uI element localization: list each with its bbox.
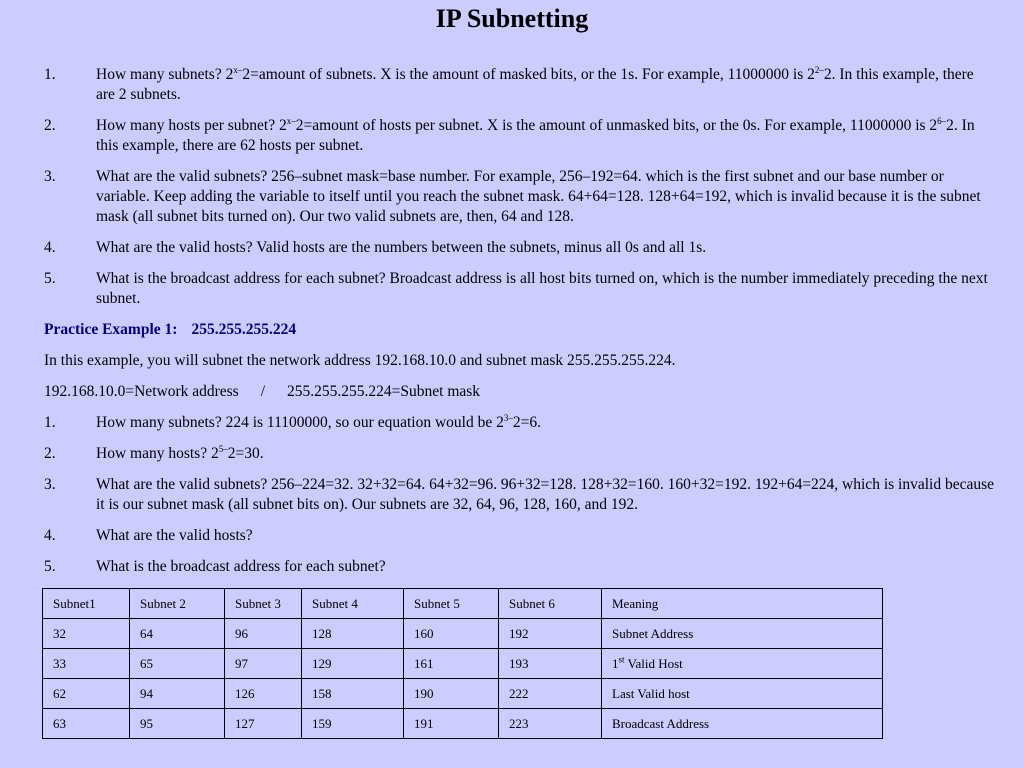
step-text: What are the valid subnets? 256–224=32. 32+32=64. 64+32=96. 96+32=128. 128+32=160. 160+32=192. 192+64=224, which is invalid because it is our subnet mask (all subnet bits on). Our subnets are 32, 64, 96, 128, 160, and 192. bbox=[96, 476, 995, 513]
rule-item-1 bbox=[44, 65, 994, 105]
table-cell: 97 bbox=[225, 649, 302, 679]
table-row bbox=[43, 709, 883, 739]
table-header-cell: Subnet 4 bbox=[302, 589, 404, 619]
rule-number: 4. bbox=[44, 239, 56, 256]
meaning-text-end: Valid Host bbox=[624, 655, 683, 671]
table-cell: 158 bbox=[302, 679, 404, 709]
table-cell: 128 bbox=[302, 619, 404, 649]
rule-item-3 bbox=[44, 167, 994, 227]
step-number: 5. bbox=[44, 558, 56, 575]
table-header-row bbox=[43, 589, 883, 619]
example-intro: In this example, you will subnet the network address 192.168.10.0 and subnet mask 255.255.255.224. bbox=[44, 352, 676, 369]
table-cell: 190 bbox=[404, 679, 499, 709]
meaning-text: Broadcast Address bbox=[612, 715, 710, 731]
table-row bbox=[43, 679, 883, 709]
table-cell: 192 bbox=[499, 619, 602, 649]
table-cell: 32 bbox=[43, 619, 130, 649]
rule-text-end: 2. In this example, there are 62 hosts per subnet. bbox=[96, 117, 975, 154]
table-row bbox=[43, 649, 883, 679]
table-cell: 64 bbox=[130, 619, 225, 649]
table-cell: 161 bbox=[404, 649, 499, 679]
example-step-4 bbox=[44, 526, 994, 546]
table-meaning-cell bbox=[602, 619, 883, 649]
rule-exponent: x– bbox=[286, 115, 296, 126]
table-cell: 159 bbox=[302, 709, 404, 739]
rule-exponent-example: 2– bbox=[814, 64, 824, 75]
meaning-ordinal: st bbox=[618, 654, 625, 665]
table-meaning-cell bbox=[602, 679, 883, 709]
step-number: 4. bbox=[44, 527, 56, 544]
subnet-table bbox=[42, 588, 883, 739]
table-header-cell: Subnet1 bbox=[43, 589, 130, 619]
table-header-cell: Subnet 3 bbox=[225, 589, 302, 619]
meaning-text: Subnet Address bbox=[612, 625, 694, 641]
table-cell: 33 bbox=[43, 649, 130, 679]
page-title: IP Subnetting bbox=[435, 4, 589, 33]
table-header-cell: Subnet 6 bbox=[499, 589, 602, 619]
step-number: 3. bbox=[44, 476, 56, 493]
rule-item-5 bbox=[44, 269, 994, 309]
table-meaning-cell bbox=[602, 649, 883, 679]
network-mask-line bbox=[44, 382, 994, 402]
step-text-end: 2=6. bbox=[512, 414, 541, 431]
rule-text-middle: 2=amount of subnets. X is the amount of masked bits, or the 1s. For example, 11000000 is 2 bbox=[242, 66, 815, 83]
table-cell: 62 bbox=[43, 679, 130, 709]
example-heading-label: Practice Example 1: bbox=[44, 321, 178, 338]
rule-number: 3. bbox=[44, 168, 56, 185]
step-exponent: 3– bbox=[503, 412, 513, 423]
rule-text-start: How many hosts per subnet? 2 bbox=[96, 117, 287, 134]
step-exponent: 5– bbox=[218, 443, 228, 454]
table-header-cell: Subnet 2 bbox=[130, 589, 225, 619]
rule-text-end: 2. In this example, there are 2 subnets. bbox=[96, 66, 974, 103]
example-step-1 bbox=[44, 413, 994, 433]
rule-item-2 bbox=[44, 116, 994, 156]
table-cell: 63 bbox=[43, 709, 130, 739]
step-number: 1. bbox=[44, 414, 56, 431]
rule-text: What is the broadcast address for each subnet? Broadcast address is all host bits turned on, which is the number immediately preceding the next subnet. bbox=[96, 270, 988, 307]
step-text-start: How many subnets? 224 is 11100000, so our equation would be 2 bbox=[96, 414, 504, 431]
rule-text-start: How many subnets? 2 bbox=[96, 66, 234, 83]
example-heading-mask: 255.255.255.224 bbox=[191, 321, 297, 338]
rule-text: What are the valid subnets? 256–subnet mask=base number. For example, 256–192=64. which is the first subnet and our base number or variable. Keep adding the variable to itself until you reach the subnet mask. 64+64=128. 128+64=192, which is invalid because it is the subnet mask (all subnet bits turned on). Our two valid subnets are, then, 64 and 128. bbox=[96, 168, 981, 225]
step-text-start: How many hosts? 2 bbox=[96, 445, 219, 462]
rule-exponent-example: 6– bbox=[937, 115, 947, 126]
table-row bbox=[43, 619, 883, 649]
step-number: 2. bbox=[44, 445, 56, 462]
example-step-2 bbox=[44, 444, 994, 464]
meaning-text: Last Valid host bbox=[612, 685, 690, 701]
table-cell: 129 bbox=[302, 649, 404, 679]
table-cell: 193 bbox=[499, 649, 602, 679]
example-step-5 bbox=[44, 557, 994, 577]
table-meaning-cell bbox=[602, 709, 883, 739]
table-cell: 126 bbox=[225, 679, 302, 709]
step-text-end: 2=30. bbox=[227, 445, 264, 462]
rule-text-middle: 2=amount of hosts per subnet. X is the amount of unmasked bits, or the 0s. For example, 11000000 is 2 bbox=[295, 117, 938, 134]
table-cell: 65 bbox=[130, 649, 225, 679]
table-cell: 160 bbox=[404, 619, 499, 649]
network-address-text: 192.168.10.0=Network address bbox=[44, 383, 239, 400]
rule-number: 5. bbox=[44, 270, 56, 287]
table-header-cell: Subnet 5 bbox=[404, 589, 499, 619]
rule-number: 1. bbox=[44, 66, 56, 83]
subnet-mask-text: 255.255.255.224=Subnet mask bbox=[287, 383, 481, 400]
rule-text: What are the valid hosts? Valid hosts are the numbers between the subnets, minus all 0s and all 1s. bbox=[96, 239, 707, 256]
table-cell: 191 bbox=[404, 709, 499, 739]
meaning-text: 1 bbox=[612, 655, 619, 671]
table-cell: 223 bbox=[499, 709, 602, 739]
step-text: What are the valid hosts? bbox=[96, 527, 253, 544]
step-text: What is the broadcast address for each subnet? bbox=[96, 558, 386, 575]
rule-item-4 bbox=[44, 238, 994, 258]
table-cell: 96 bbox=[225, 619, 302, 649]
rule-number: 2. bbox=[44, 117, 56, 134]
rule-exponent: x– bbox=[233, 64, 243, 75]
table-cell: 95 bbox=[130, 709, 225, 739]
table-cell: 127 bbox=[225, 709, 302, 739]
slash-separator: / bbox=[260, 383, 266, 400]
example-heading bbox=[44, 320, 994, 340]
table-cell: 94 bbox=[130, 679, 225, 709]
slide-content bbox=[44, 65, 994, 588]
table-header-cell: Meaning bbox=[602, 589, 883, 619]
example-step-3 bbox=[44, 475, 994, 515]
table-cell: 222 bbox=[499, 679, 602, 709]
